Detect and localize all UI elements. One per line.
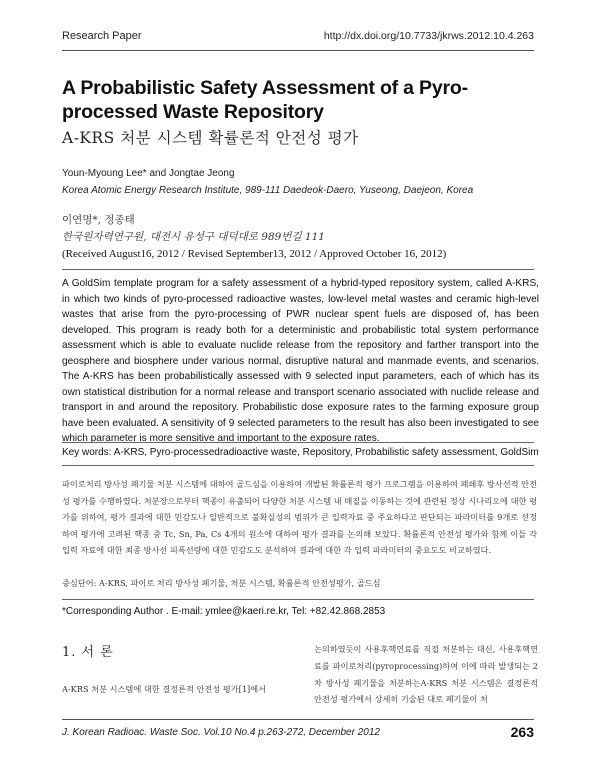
- korean-abstract-text: 파이로처리 방사성 폐기물 처분 시스템에 대하여 골드심을 이용하여 개발된 확률론적 평가 프로그램을 이용하여 폐쇄후 방사선적 안전성 평가를 수행하였다. 처분장으로부터 핵종이 유출되어 다양한 처분 시스템 내 매질을 이동하는 것에 관련된 정상 시나리오에 대한 평가를 위하여, 평가 결과에 대한 민감도나 일반적으로 불확실성의 범위가 큰 입력자료 중 주요하다고 판단되는 파라미터를 9개로 선정하여 평가에 고려된 핵종 중 Tc, Sn, Pa, Cs 4개의 원소에 대하여 평가 결과를 논의해 보았다. 확률론적 안전성 평가와 함께 이들 각 입력 자료에 대한 최종 방사선 피폭선량에 대한 민감도도 분석하여 결과에 대한 각 입력 파라미터의 중요도도 비교하였다.: [62, 479, 537, 555]
- abstract-top-divider: [62, 269, 534, 270]
- doi-link[interactable]: http://dx.doi.org/10.7733/jkrws.2012.10.4.263: [323, 30, 534, 42]
- section-heading: 1. 서 론: [62, 645, 114, 660]
- abstract-bottom-divider: [62, 442, 534, 443]
- author-affiliation: Korea Atomic Energy Research Institute, 989-111 Daedeok-Daero, Yuseong, Daejeon, Korea: [62, 185, 474, 196]
- footer-divider: [62, 719, 534, 720]
- body-left-column: A-KRS 처분 시스템에 대한 결정론적 안전성 평가[1]에서: [62, 684, 267, 694]
- header-divider: [62, 50, 534, 51]
- korean-affiliation: 한국원자력연구원, 대전시 유성구 대덕대로 989번길 111: [62, 231, 325, 243]
- author-list: Youn-Myoung Lee* and Jongtae Jeong: [62, 168, 235, 179]
- abstract-text: A GoldSim template program for a safety assessment of a hybrid-typed repository system, called A-KRS, in which two kinds of pyro-processed radioactive wastes, low-level metal wastes and ceramic high-level wastes that arise from the pyro-processing of PWR nuclear spent fuels are disposed of, has been developed. This program is ready both for a deterministic and probabilistic total system performance assessment which is able to evaluate nuclide release from the repository and farther transport into the geosphere and biosphere under various normal, disruptive natural and manmade events, and scenarios. The A-KRS has been probabilistically assessed with 9 selected input parameters, each of which has its own statistical distribution for a normal release and transport scenario associated with nuclide release and transport in and around the repository. Probabilistic dose exposure rates to the farming exposure group have been evaluated. A sensitivity of 9 selected parameters to the result has also been investigated to see which parameter is more sensitive and important to the exposure rates.: [62, 278, 539, 444]
- journal-citation: J. Korean Radioac. Waste Soc. Vol.10 No.4 p.263-272, December 2012: [62, 727, 380, 738]
- keywords-divider: [62, 465, 534, 466]
- keywords: Key words: A-KRS, Pyro-processedradioactive waste, Repository, Probabilistic safety assessment, GoldSim: [62, 447, 539, 458]
- section-label: Research Paper: [62, 30, 142, 42]
- korean-title: A-KRS 처분 시스템 확률론적 안전성 평가: [62, 129, 359, 147]
- paper-title: A Probabilistic Safety Assessment of a Pyro-processed Waste Repository: [62, 77, 468, 123]
- corresponding-divider: [62, 599, 534, 600]
- korean-keywords: 중심단어: A-KRS, 파이로 처리 방사성 폐기물, 처분 시스템, 확률론적 안전성평가, 골드심: [62, 578, 381, 588]
- page-number: 263: [510, 724, 534, 740]
- korean-author-list: 이연명*, 정종태: [62, 214, 135, 226]
- corresponding-author: *Corresponding Author . E-mail: ymlee@kaeri.re.kr, Tel: +82.42.868.2853: [62, 606, 386, 617]
- body-right-column: 논의하였듯이 사용후핵연료를 직접 처분하는 대신, 사용후핵연료를 파이로처리(pyroprocessing)하여 이에 따라 발생되는 2차 방사성 폐기물을 처분하는A-KRS 처분 시스템은 결정론적 안전성 평가에서 상세히 기술된 대로 폐기물이 처: [314, 644, 538, 705]
- received-dates: (Received August16, 2012 / Revised September13, 2012 / Approved October 16, 2012): [62, 248, 447, 260]
